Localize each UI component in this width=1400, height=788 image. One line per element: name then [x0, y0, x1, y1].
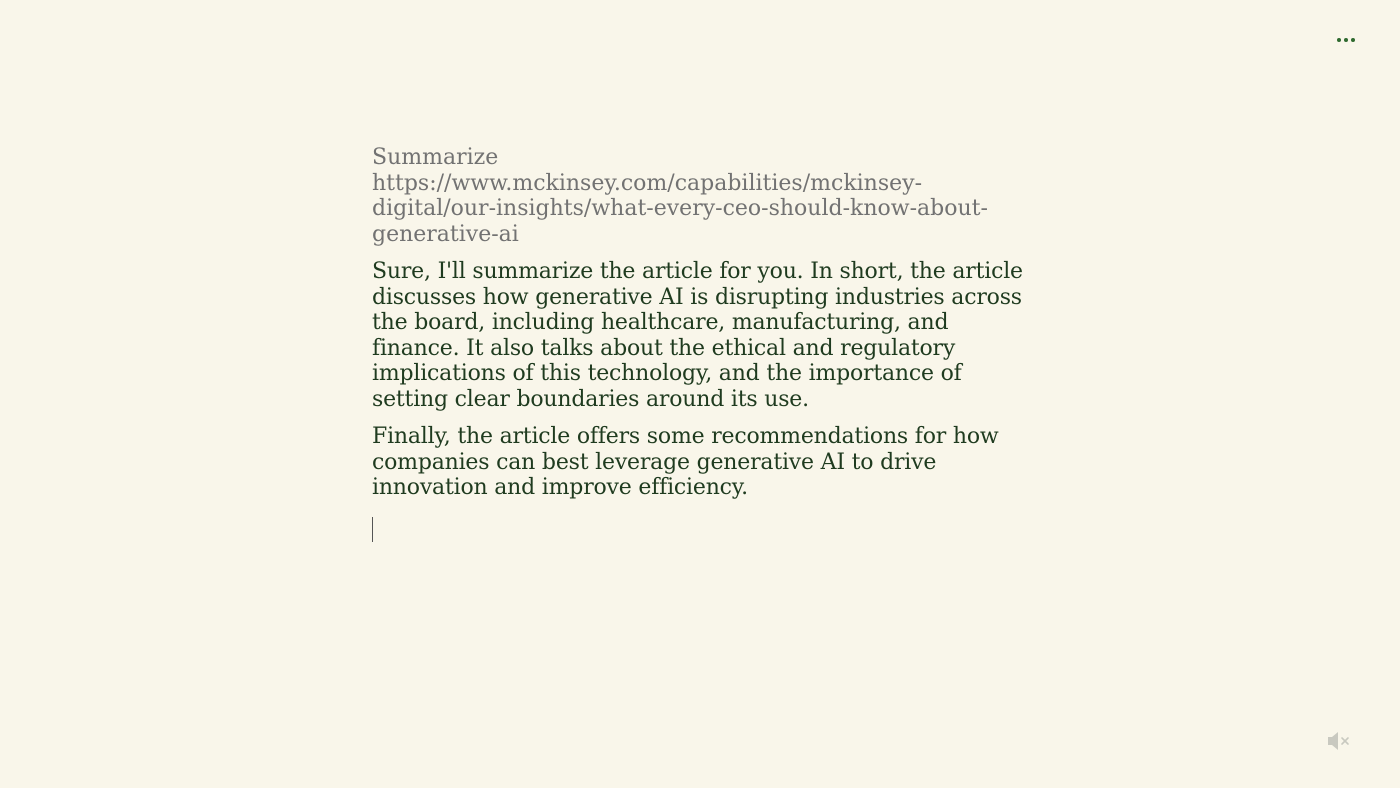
conversation: [372, 145, 1032, 543]
text-caret: [372, 517, 373, 542]
user-prompt: Summarize https://www.mckinsey.com/capabilities/mckinsey-digital/our-insights/what-every-ceo-should-know-about-generative-ai: [372, 145, 988, 247]
more-horizontal-icon-dot: [1344, 38, 1348, 42]
more-options-button[interactable]: [1326, 28, 1366, 52]
more-horizontal-icon-dot: [1351, 38, 1355, 42]
response-paragraph: Finally, the article offers some recommendations for how companies can best leverage generative AI to drive innovation and improve efficiency.: [372, 424, 999, 500]
more-horizontal-icon: [1337, 38, 1341, 42]
response-paragraph: Sure, I'll summarize the article for you. In short, the article discusses how generative AI is disrupting industries across the board, including healthcare, manufacturing, and finance. It also talks about the ethical and regulatory implications of this technology, and the importance of setting clear boundaries around its use.: [372, 259, 1023, 412]
speaker-muted-icon: [1326, 730, 1352, 752]
assistant-response: [372, 259, 1032, 501]
message-input[interactable]: [372, 517, 1012, 543]
mute-toggle-button[interactable]: [1326, 730, 1352, 752]
